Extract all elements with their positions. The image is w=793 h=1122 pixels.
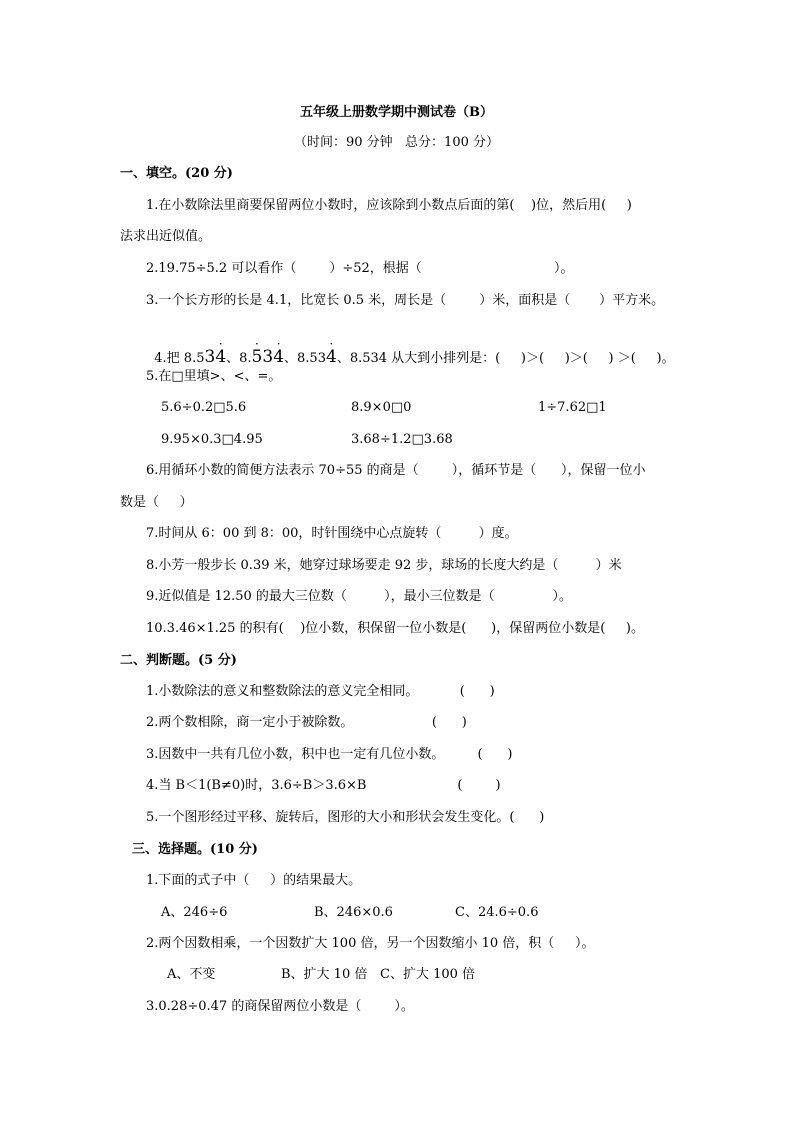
s1-q4-n2-dotted1: · 5 xyxy=(252,348,263,366)
s2-item-2: 2.两个数相除，商一定小于被除数。 ( ) xyxy=(146,715,467,730)
s1-q2: 2.19.75÷5.2 可以看作（ ）÷52，根据（ ）。 xyxy=(146,261,574,276)
s1-q4-sep2: 、8.53 xyxy=(284,351,326,366)
s1-q4-prefix: 4.把 8.5 xyxy=(154,351,205,366)
s3-q2-option-b: B、扩大 10 倍 xyxy=(281,967,368,982)
s2-item-3: 3.因数中一共有几位小数，积中也一定有几位小数。 ( ) xyxy=(146,747,513,762)
s1-q1-line1: 1.在小数除法里商要保留两位小数时，应该除到小数点后面的第( )位，然后用( ) xyxy=(146,198,632,213)
s1-q5-item-1: 5.6÷0.2□5.6 xyxy=(161,400,247,415)
s1-q4-sep1: 、8. xyxy=(226,351,252,366)
s3-q1-option-b: B、246×0.6 xyxy=(314,905,393,920)
s1-q4-n1-plain: 3 xyxy=(204,347,216,367)
s1-q4-n3-dotted: · 4 xyxy=(326,348,337,366)
s1-q4 xyxy=(146,330,675,368)
s3-q1-option-a: A、246÷6 xyxy=(161,905,228,920)
s1-q7: 7.时间从 6：00 到 8：00，时针围绕中心点旋转（ ）度。 xyxy=(146,526,518,541)
s1-q6-line1: 6.用循环小数的简便方法表示 70÷55 的商是（ ），循环节是（ ），保留一位小 xyxy=(146,463,646,478)
s1-q5-item-2: 8.9×0□0 xyxy=(351,400,412,415)
s1-q9: 9.近似值是 12.50 的最大三位数（ ），最小三位数是（ ）。 xyxy=(146,589,572,604)
s3-q2-option-a: A、不变 xyxy=(167,967,216,982)
section-2-heading: 二、判断题。(5 分) xyxy=(120,653,237,668)
s1-q4-suffix: 、8.534 从大到小排列是：( )＞( )＞( ) ＞( )。 xyxy=(336,351,675,366)
section-1-heading: 一、填空。(20 分) xyxy=(120,166,233,181)
s3-q2: 2.两个因数相乘，一个因数扩大 100 倍，另一个因数缩小 10 倍，积（ ）。 xyxy=(146,936,595,951)
section-3-heading: 三、选择题。(10 分) xyxy=(132,842,258,857)
s1-q6-line2: 数是（ ） xyxy=(120,495,193,510)
s1-q3: 3.一个长方形的长是 4.1，比宽长 0.5 米，周长是（ ）米，面积是（ ）平方米。 xyxy=(146,293,665,308)
s3-q2-option-c: C、扩大 100 倍 xyxy=(380,967,476,982)
s1-q5-item-4: 9.95×0.3□4.95 xyxy=(161,432,263,447)
s3-q1-option-c: C、24.6÷0.6 xyxy=(455,905,539,920)
s1-q5: 5.在□里填>、<、=。 xyxy=(146,369,282,384)
s1-q4-n2-dotted2: · 4 xyxy=(273,348,284,366)
s2-item-5: 5.一个图形经过平移、旋转后，图形的大小和形状会发生变化。( ) xyxy=(146,810,545,825)
s2-item-1: 1.小数除法的意义和整数除法的意义完全相同。 ( ) xyxy=(146,684,495,699)
page-title: 五年级上册数学期中测试卷（B） xyxy=(300,105,493,120)
s1-q5-item-3: 1÷7.62□1 xyxy=(538,400,607,415)
s1-q4-n2-plain: 3 xyxy=(262,347,274,367)
s1-q1-line2: 法求出近似值。 xyxy=(120,229,212,244)
page-subtitle: （时间：90 分钟 总分：100 分） xyxy=(293,135,500,150)
s1-q8: 8.小芳一般步长 0.39 米，她穿过球场要走 92 步，球场的长度大约是（ ）米 xyxy=(146,558,622,573)
s2-item-4: 4.当 B＜1(B≠0)时，3.6÷B＞3.6×B ( ) xyxy=(146,778,501,793)
s3-q1: 1.下面的式子中（ ）的结果最大。 xyxy=(146,873,362,888)
s1-q10: 10.3.46×1.25 的积有( )位小数，积保留一位小数是( )，保留两位小数是( )。 xyxy=(146,621,645,636)
s3-q3: 3.0.28÷0.47 的商保留两位小数是（ ）。 xyxy=(146,999,414,1014)
s1-q4-n1-dotted: · 4 xyxy=(215,348,226,366)
s1-q5-item-5: 3.68÷1.2□3.68 xyxy=(351,432,453,447)
